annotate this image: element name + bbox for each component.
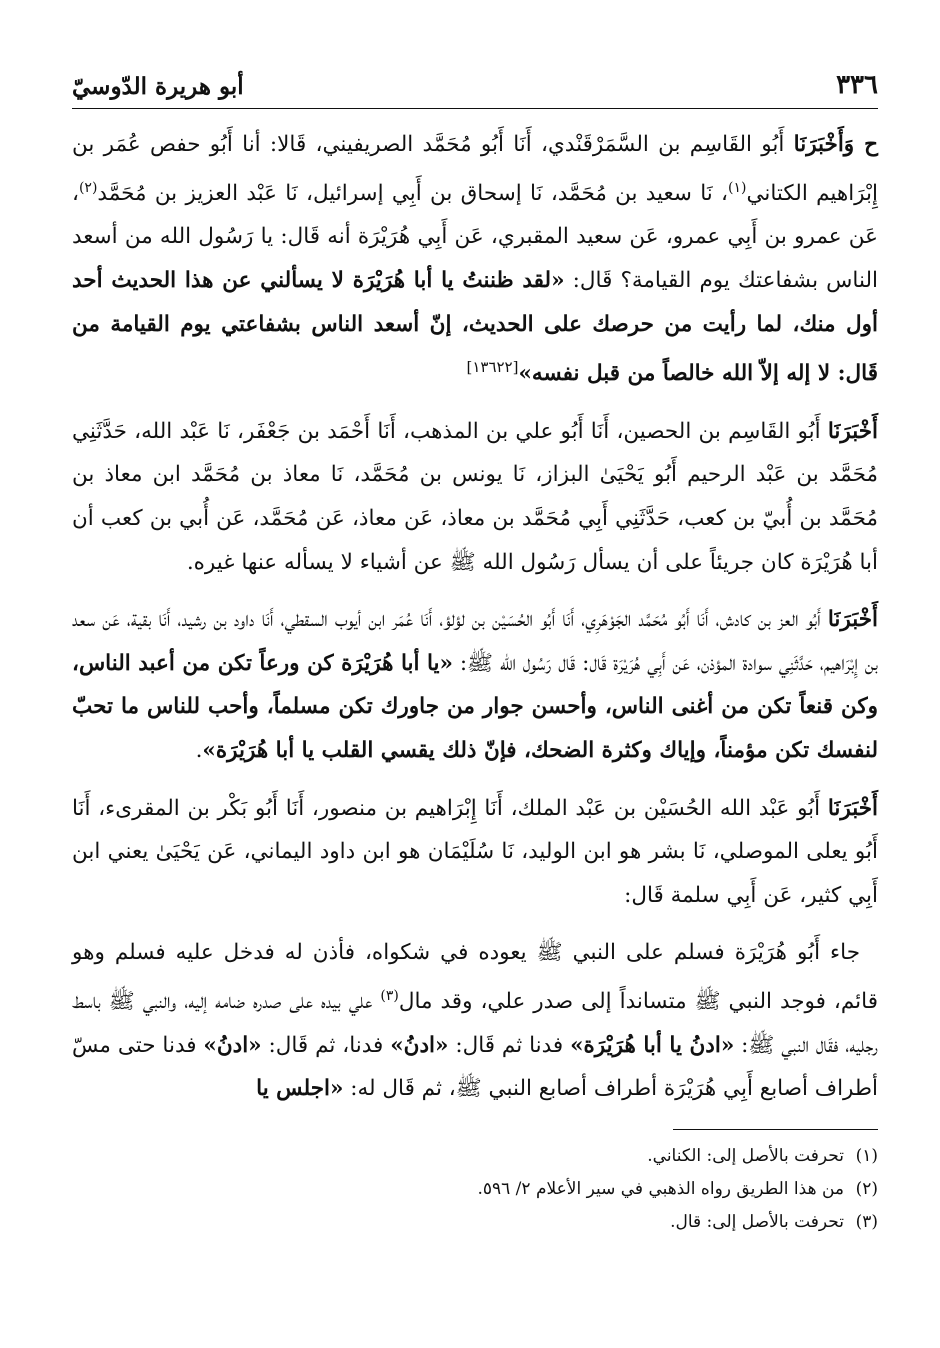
isnad-keyword: أَخْبَرَنَا xyxy=(827,418,878,444)
hadith-text: «يا أبا هُرَيْرَة كن ورعاً تكن من أعبد الناس، وكن قنعاً تكن من أغنى الناس، وأحسن جوار من جاورك تكن مسلماً، وأحب للناس ما تحبّ لنفسك تكن مؤمناً، وإياك وكثرة الضحك، فإنّ ذلك يقسي القلب يا أبا هُرَيْرَة» xyxy=(72,650,878,764)
text-segment: أَبُو القَاسِم بن السَّمَرْقَنْدي، أَنَا أَبُو مُحَمَّد الصريفيني، قَالا: أنا أَبُو حفص عُمَر بن إِبْرَاهيم الكتاني xyxy=(72,132,879,206)
text-segment: أَبُو عَبْد الله الحُسَيْن بن عَبْد الملك، أَنَا إِبْرَاهيم بن منصور، أَنَا أَبُو بَكْر بن المقرىء، أَنَا أَبُو يعلى الموصلي، نَا بشر هو ابن الوليد، نَا سُلَيْمَان هو ابن داود اليماني، عَن يَحْيَىٰ يعني ابن أَبِي كثير، عَن أَبِي سلمة قَال: xyxy=(72,795,878,908)
page-body xyxy=(72,109,878,1111)
isnad-keyword: أَخْبَرَنَا xyxy=(827,607,878,633)
body-paragraph xyxy=(72,787,878,918)
text-segment: علي بيده على صدره ضامه إليه، والنبي ﷺ باسط رجليه، فقَال النبي ﷺ: xyxy=(72,989,879,1058)
footnote-number: (٢) xyxy=(855,1178,878,1199)
footnotes xyxy=(72,1140,878,1239)
reference-number: [١٣٦٢٢] xyxy=(466,358,519,377)
text-segment: أَبُو العز بن كادش، أَنَا أَبُو مُحَمَّد الجَوْهَرِي، أَنَا أَبُو الحُسَيْن بن لؤلؤ، أَنَا عُمَر ابن أيوب السقطي، أَنَا داود بن رشيد، أَنَا بقية، عَن سعد بن إِبْرَاهيم، حَدَّثَنِي سوادة المؤذن، عَن أَبِي هُرَيْرَة قَال: قَال رَسُول الله ﷺ: xyxy=(72,607,878,676)
footnote-number: (١) xyxy=(855,1145,878,1166)
isnad-keyword: ح وَأَخْبَرَنَا xyxy=(793,132,878,157)
hadith-text: «اجلس يا xyxy=(256,1076,344,1102)
body-paragraph xyxy=(72,123,878,396)
hadith-text: «ادنُ» xyxy=(203,1032,262,1058)
running-title: أبو هريرة الدّوسيّ xyxy=(72,73,244,100)
text-segment: جاء أَبُو هُرَيْرَة فسلم على النبي ﷺ يعوده في شكواه، فأذن له فدخل عليه فسلم وهو قائم، فوجد النبي ﷺ متسانداً إلى صدر علي، وقد مال xyxy=(72,940,878,1015)
footnote-divider xyxy=(673,1129,878,1130)
text-segment: فدنا ثم قَال: xyxy=(448,1032,571,1058)
footnote-text: من هذا الطريق رواه الذهبي في سير الأعلام ٢/ ٥٩٦. xyxy=(477,1178,844,1199)
footnote-marker: (٣) xyxy=(380,988,399,1004)
footnote xyxy=(72,1173,878,1206)
text-segment: . xyxy=(195,738,203,764)
hadith-text: «ادنُ يا أبا هُرَيْرَة» xyxy=(570,1032,735,1058)
footnote-text: تحرفت بالأصل إلى: الكناني. xyxy=(647,1145,844,1166)
footnote xyxy=(72,1206,878,1239)
footnote-marker: (١) xyxy=(727,179,747,196)
text-segment: ، عَن عمرو بن أَبِي عمرو، عَن سعيد المقبري، عَن أَبِي هُرَيْرَة أنه قَال: يا رَسُول الله من أسعد الناس بشفاعتك يوم القيامة؟ قَال: xyxy=(72,180,878,293)
isnad-keyword: أَخْبَرَنَا xyxy=(827,795,878,821)
hadith-text: «ادنُ» xyxy=(390,1032,449,1058)
footnote xyxy=(72,1140,878,1173)
page-number: ٣٣٦ xyxy=(836,70,878,100)
footnote-text: تحرفت بالأصل إلى: قال. xyxy=(670,1211,844,1232)
body-paragraph xyxy=(72,931,878,1111)
body-paragraph xyxy=(72,598,878,772)
text-segment: ، نَا سعيد بن مُحَمَّد، نَا إسحاق بن أَبِي إسرائيل، نَا عَبْد العزيز بن مُحَمَّد xyxy=(97,180,728,206)
body-paragraph xyxy=(72,410,878,584)
text-segment: فدنا، ثم قَال: xyxy=(261,1032,391,1058)
footnote-number: (٣) xyxy=(855,1211,878,1232)
text-segment: فدنا حتى مسّ أطراف أصابع أَبِي هُرَيْرَة أطراف أصابع النبي ﷺ، ثم قَال له: xyxy=(72,1032,878,1102)
footnote-marker: (٢) xyxy=(78,179,98,196)
text-segment: أَبُو القَاسِم بن الحصين، أَنَا أَبُو علي بن المذهب، أَنَا أَحْمَد بن جَعْفَر، نَا عَبْد الله، حَدَّثَنِي مُحَمَّد بن عَبْد الرحيم أَبُو يَحْيَىٰ البزاز، نَا يونس بن مُحَمَّد، نَا معاذ بن مُحَمَّد ابن معاذ بن مُحَمَّد بن أُبيّ بن كعب، حَدَّثَنِي أَبِي مُحَمَّد بن معاذ، عَن معاذ، عَن مُحَمَّد، عَن أُبي بن كعب أن أبا هُرَيْرَة كان جريئاً على أن يسأل رَسُول الله ﷺ عن أشياء لا يسأله عنها غيره. xyxy=(72,418,878,575)
hadith-text: «لقد ظننتُ يا أبا هُرَيْرَة لا يسألني عن هذا الحديث أحد أول منك، لما رأيت من حرصك على الحديث، إنّ أسعد الناس بشفاعتي يوم القيامة من قَال: لا إله إلاّ الله خالصاً من قبل نفسه» xyxy=(72,267,878,387)
page-header xyxy=(72,60,878,109)
